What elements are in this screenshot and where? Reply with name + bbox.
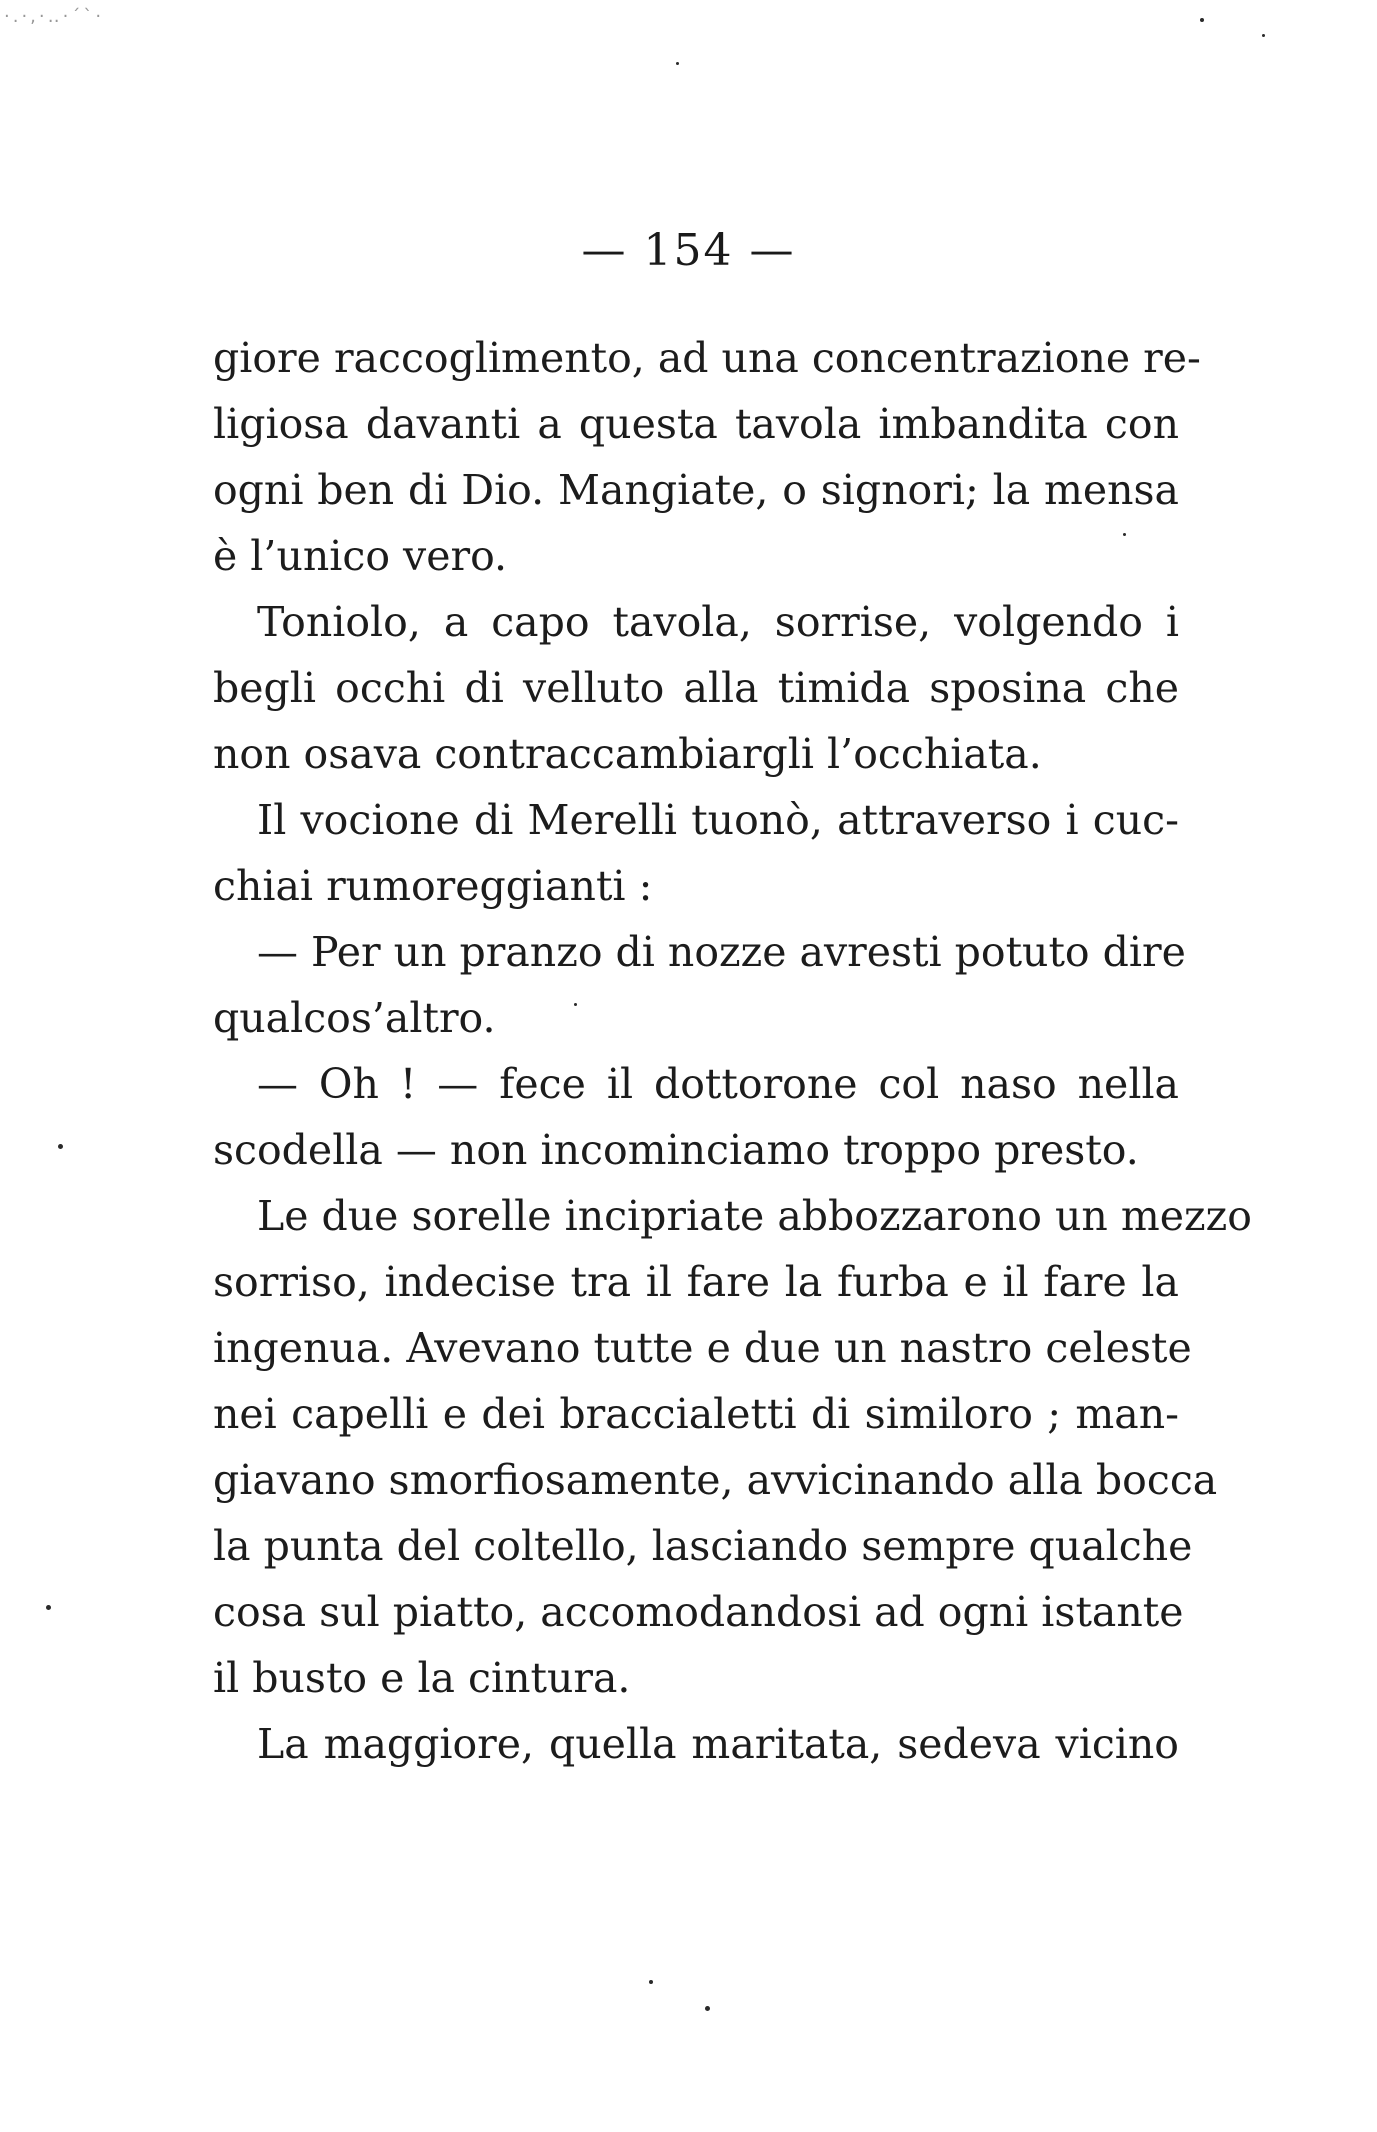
text-line: Toniolo, a capo tavola, sorrise, volgendo i: [257, 598, 1179, 646]
scan-speck: [1262, 34, 1265, 37]
text-line: ingenua. Avevano tutte e due un nastro celeste: [213, 1324, 1192, 1372]
text-line: il busto e la cintura.: [213, 1654, 631, 1702]
scan-noise-top-left: ·.·,·‥·´`·: [4, 6, 105, 27]
body-text: [213, 325, 1252, 1777]
text-line: non osava contraccambiargli l’occhiata.: [213, 730, 1042, 778]
paragraph: [213, 787, 1179, 919]
text-line: Le due sorelle incipriate abbozzarono un mezzo: [257, 1192, 1252, 1240]
scan-speck: [705, 2006, 710, 2011]
text-line: Il vocione di Merelli tuonò, attraverso i cuc-: [257, 796, 1179, 844]
text-line: ogni ben di Dio. Mangiate, o signori; la mensa: [213, 466, 1179, 514]
text-line: giavano smorfiosamente, avvicinando alla bocca: [213, 1456, 1218, 1504]
text-line: — Oh ! — fece il dottorone col naso nella: [257, 1060, 1179, 1108]
text-line: giore raccoglimento, ad una concentrazione re-: [213, 334, 1201, 382]
text-line: scodella — non incominciamo troppo presto.: [213, 1126, 1139, 1174]
text-line: La maggiore, quella maritata, sedeva vicino: [257, 1720, 1179, 1768]
text-line: ligiosa davanti a questa tavola imbandita con: [213, 400, 1179, 448]
text-line: sorriso, indecise tra il fare la furba e il fare la: [213, 1258, 1179, 1306]
scan-speck: [649, 1980, 653, 1984]
paragraph: [213, 1711, 1179, 1777]
text-line: cosa sul piatto, accomodandosi ad ogni istante: [213, 1588, 1184, 1636]
scan-speck: [676, 62, 679, 65]
text-line: chiai rumoreggianti :: [213, 862, 653, 910]
text-line: la punta del coltello, lasciando sempre qualche: [213, 1522, 1193, 1570]
scan-speck: [1200, 18, 1204, 22]
text-line: begli occhi di velluto alla timida sposina che: [213, 664, 1179, 712]
paragraph: [213, 919, 1186, 1051]
text-line: qualcos’altro.: [213, 994, 496, 1042]
paragraph: [213, 589, 1179, 787]
paragraph: [213, 325, 1201, 589]
text-line: — Per un pranzo di nozze avresti potuto dire: [257, 928, 1186, 976]
paragraph: [213, 1051, 1179, 1183]
scan-speck: [46, 1605, 51, 1610]
page-number: — 154 —: [581, 225, 796, 276]
text-line: nei capelli e dei braccialetti di similoro ; man-: [213, 1390, 1179, 1438]
scan-speck: [58, 1144, 63, 1149]
text-line: è l’unico vero.: [213, 532, 508, 580]
paragraph: [213, 1183, 1252, 1711]
